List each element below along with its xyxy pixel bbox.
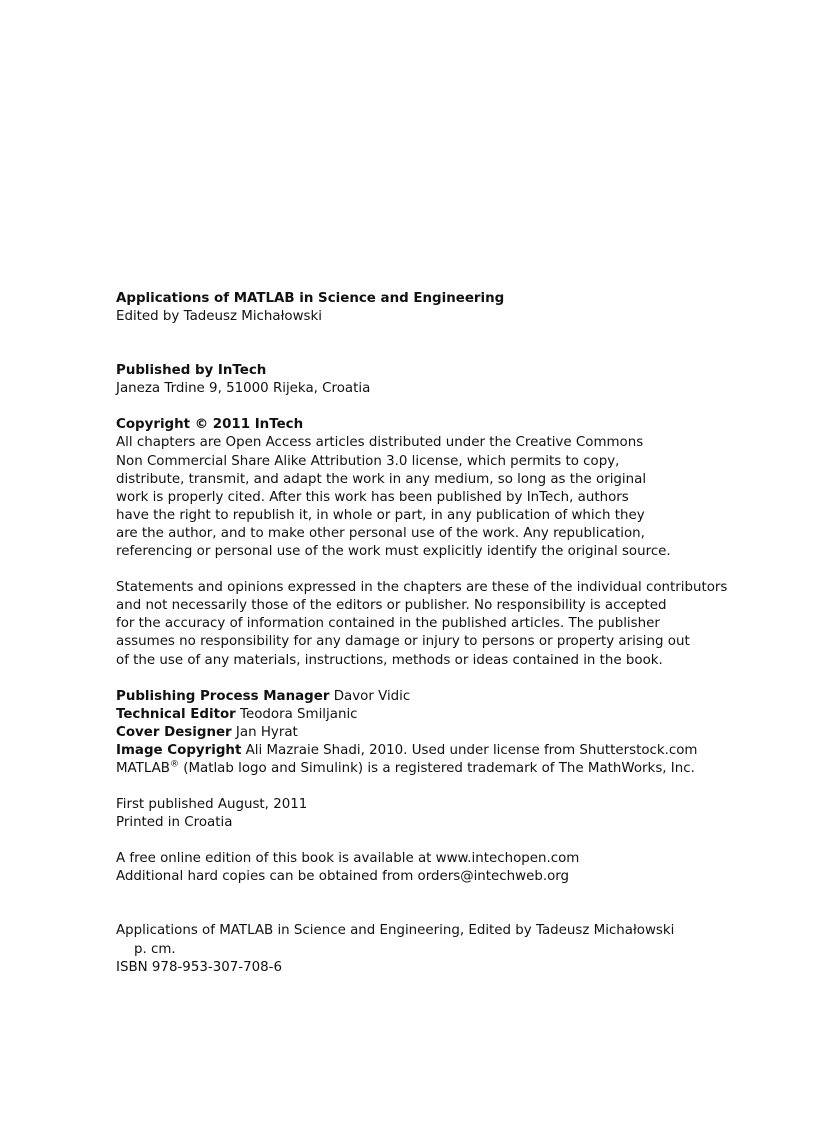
online-edition: A free online edition of this book is available at www.intechopen.com (116, 851, 580, 867)
copyright-line: work is properly cited. After this work has been published by InTech, authors (116, 489, 629, 505)
statements-line: for the accuracy of information contained in the published articles. The publisher (116, 616, 660, 632)
credit-cover (116, 724, 756, 742)
copyright-line: Non Commercial Share Alike Attribution 3.0 license, which permits to copy, (116, 453, 620, 469)
trademark-rest: (Matlab logo and Simulink) is a registered trademark of The MathWorks, Inc. (178, 760, 695, 776)
copyright-line: distribute, transmit, and adapt the work in any medium, so long as the original (116, 471, 647, 487)
title-block (116, 290, 756, 326)
credit-image (116, 742, 756, 760)
book-title: Applications of MATLAB in Science and Engineering (116, 291, 505, 306)
credit-image-value: Ali Mazraie Shadi, 2010. Used under license from Shutterstock.com (241, 742, 698, 758)
cip-citation: Applications of MATLAB in Science and Engineering, Edited by Tadeusz Michałowski (116, 923, 675, 939)
cip-pages: p. cm. (134, 941, 176, 957)
print-block (116, 796, 756, 832)
copyright-line: referencing or personal use of the work must explicitly identify the original source. (116, 544, 671, 560)
copyright-heading: Copyright © 2011 InTech (116, 417, 304, 433)
trademark-name: MATLAB (116, 760, 170, 776)
printed-in: Printed in Croatia (116, 815, 233, 831)
credit-tech-editor-value: Teodora Smiljanic (235, 706, 358, 722)
first-published: First published August, 2011 (116, 797, 308, 813)
edited-by: Edited by Tadeusz Michałowski (116, 309, 322, 325)
online-block (116, 850, 756, 886)
statements-line: assumes no responsibility for any damage or injury to persons or property arising out (116, 634, 690, 650)
cip-block (116, 922, 756, 976)
credit-tech-editor-label: Technical Editor (116, 706, 236, 722)
credit-manager-value: Davor Vidic (329, 688, 411, 704)
publisher-address: Janeza Trdine 9, 51000 Rijeka, Croatia (116, 381, 371, 397)
cip-isbn: ISBN 978-953-307-708-6 (116, 959, 282, 975)
copyright-line: All chapters are Open Access articles distributed under the Creative Commons (116, 435, 644, 451)
hard-copies: Additional hard copies can be obtained from orders@intechweb.org (116, 869, 570, 885)
credit-cover-value: Jan Hyrat (231, 724, 298, 740)
publisher-block (116, 362, 756, 398)
credits-block (116, 688, 756, 778)
statements-line: Statements and opinions expressed in the chapters are these of the individual contributors (116, 580, 728, 596)
credit-cover-label: Cover Designer (116, 724, 232, 740)
trademark-line (116, 760, 756, 778)
registered-mark: ® (169, 759, 179, 770)
copyright-line: have the right to republish it, in whole or part, in any publication of which they (116, 507, 645, 523)
copyright-line: are the author, and to make other personal use of the work. Any republication, (116, 525, 645, 541)
statements-line: of the use of any materials, instructions, methods or ideas contained in the book. (116, 652, 663, 668)
copyright-page (116, 290, 756, 977)
statements-line: and not necessarily those of the editors or publisher. No responsibility is accepted (116, 598, 667, 614)
statements-block (116, 579, 756, 669)
publisher-heading: Published by InTech (116, 363, 267, 379)
copyright-block (116, 416, 756, 561)
credit-manager-label: Publishing Process Manager (116, 688, 330, 704)
credit-tech-editor (116, 706, 756, 724)
credit-image-label: Image Copyright (116, 742, 242, 758)
credit-manager (116, 688, 756, 706)
